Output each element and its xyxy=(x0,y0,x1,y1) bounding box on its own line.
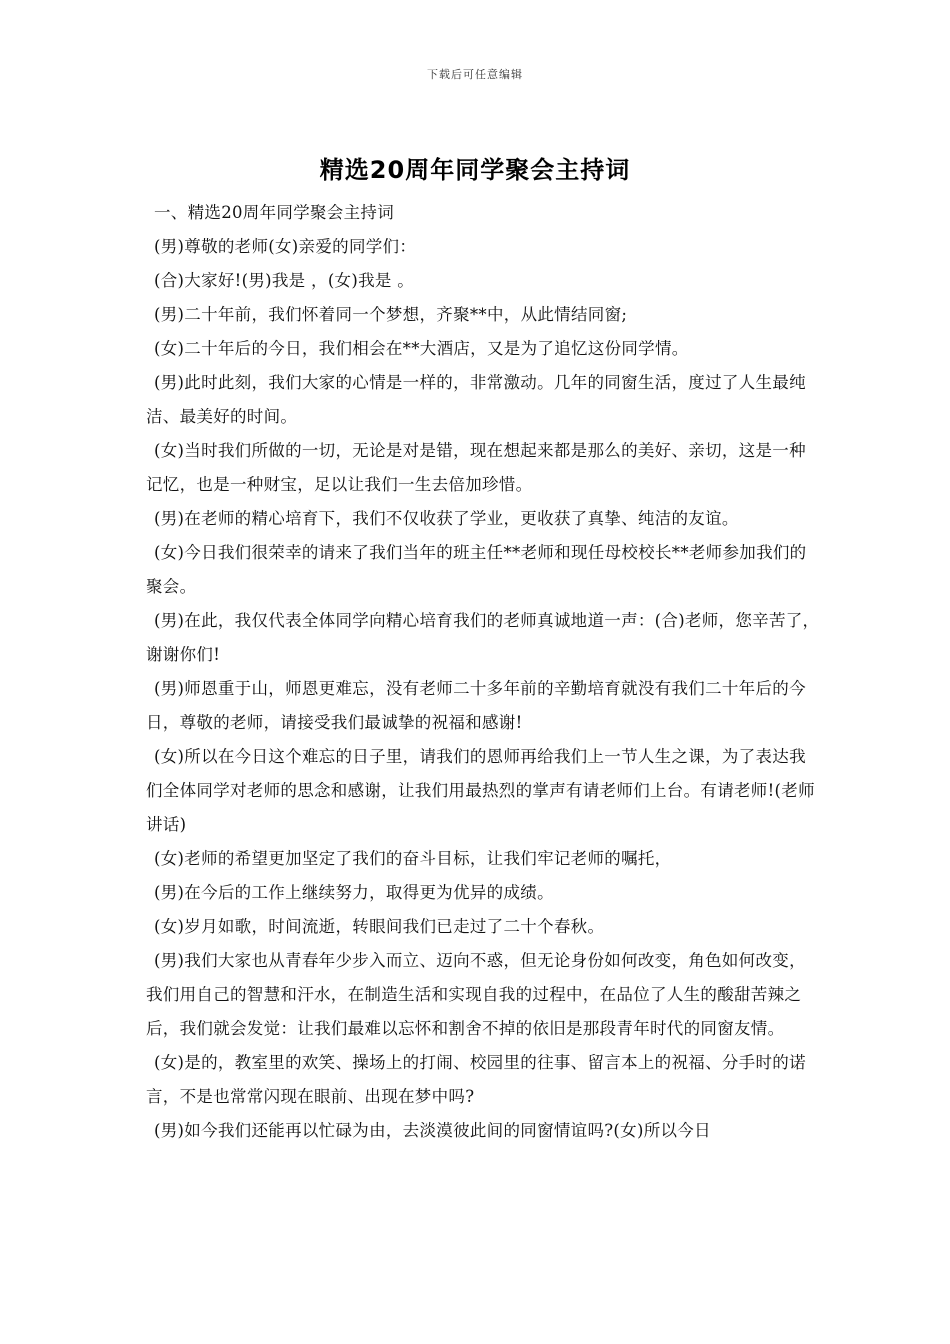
paragraph: (女)今日我们很荣幸的请来了我们当年的班主任**老师和现任母校校长**老师参加我们的聚会。 xyxy=(146,543,807,596)
paragraph: (女)二十年后的今日，我们相会在**大酒店，又是为了追忆这份同学情。 xyxy=(154,339,689,358)
paragraph: (男)在今后的工作上继续努力，取得更为优异的成绩。 xyxy=(154,883,554,902)
document-title: 精选20周年同学聚会主持词 xyxy=(319,156,631,184)
page-header-note: 下载后可任意编辑 xyxy=(427,68,523,81)
document-body xyxy=(146,196,822,1148)
paragraph: (女)老师的希望更加坚定了我们的奋斗目标，让我们牢记老师的嘱托， xyxy=(154,849,672,868)
paragraph: (男)在老师的精心培育下，我们不仅收获了学业，更收获了真挚、纯洁的友谊。 xyxy=(154,509,739,528)
paragraph: (男)如今我们还能再以忙碌为由，去淡漠彼此间的同窗情谊吗?(女)所以今日 xyxy=(154,1121,711,1140)
paragraph: (女)所以在今日这个难忘的日子里，请我们的恩师再给我们上一节人生之课，为了表达我们全体同学对老师的思念和感谢，让我们用最热烈的掌声有请老师们上台。有请老师!(老师讲话) xyxy=(146,747,815,834)
paragraph: (男)尊敬的老师(女)亲爱的同学们： xyxy=(154,237,417,256)
paragraph: (男)我们大家也从青春年少步入而立、迈向不惑，但无论身份如何改变，角色如何改变，我们用自己的智慧和汗水，在制造生活和实现自我的过程中，在品位了人生的酸甜苦辣之后，我们就会发觉：让我们最难以忘怀和割舍不掉的依旧是那段青年时代的同窗友情。 xyxy=(146,951,806,1038)
paragraph: (男)在此，我仅代表全体同学向精心培育我们的老师真诚地道一声：(合)老师，您辛苦了，谢谢你们! xyxy=(146,611,820,664)
paragraph: (女)当时我们所做的一切，无论是对是错，现在想起来都是那么的美好、亲切，这是一种记忆，也是一种财宝，足以让我们一生去倍加珍惜。 xyxy=(146,441,806,494)
paragraph: (男)二十年前，我们怀着同一个梦想，齐聚**中，从此情结同窗; xyxy=(154,305,628,324)
paragraph: (合)大家好!(男)我是 ，(女)我是 。 xyxy=(154,271,415,290)
paragraph: (女)是的，教室里的欢笑、操场上的打闹、校园里的往事、留言本上的祝福、分手时的诺言，不是也常常闪现在眼前、出现在梦中吗? xyxy=(146,1053,806,1106)
paragraph: (男)师恩重于山，师恩更难忘，没有老师二十多年前的辛勤培育就没有我们二十年后的今日，尊敬的老师，请接受我们最诚挚的祝福和感谢! xyxy=(146,679,806,732)
paragraph: 一、精选20周年同学聚会主持词 xyxy=(154,203,394,222)
paragraph: (女)岁月如歌，时间流逝，转眼间我们已走过了二十个春秋。 xyxy=(154,917,605,936)
paragraph: (男)此时此刻，我们大家的心情是一样的，非常激动。几年的同窗生活，度过了人生最纯洁、最美好的时间。 xyxy=(146,373,806,426)
